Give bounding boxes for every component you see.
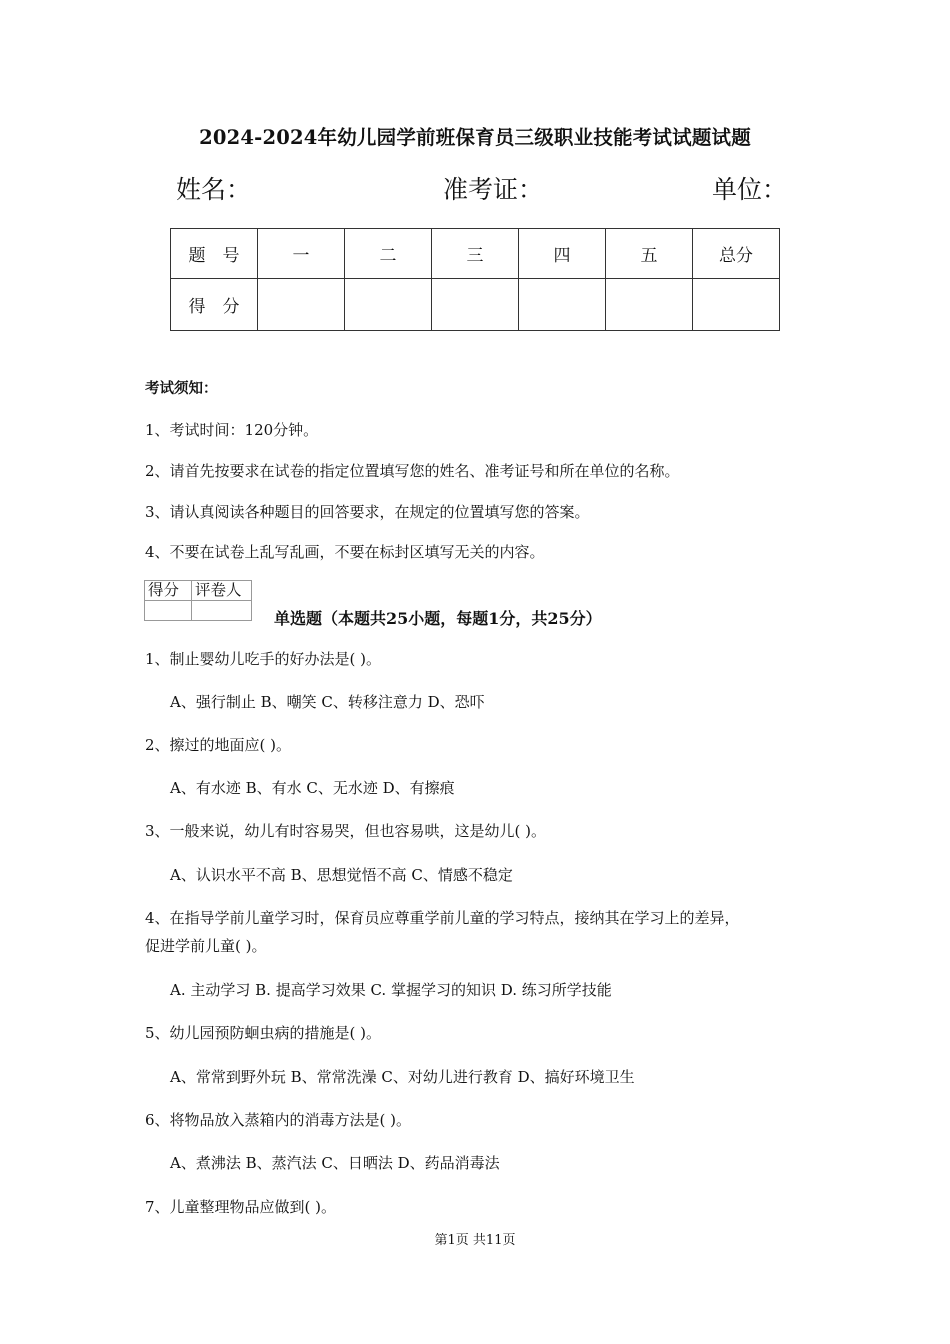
question-text-continued: 促进学前儿童( )。 bbox=[145, 937, 267, 955]
unit-label: 单位： bbox=[712, 175, 788, 204]
score-header-cell: 四 bbox=[519, 229, 606, 279]
score-header-cell: 一 bbox=[258, 229, 345, 279]
score-cell bbox=[345, 279, 432, 331]
question-options: A、常常到野外玩 B、常常洗澡 C、对幼儿进行教育 D、搞好环境卫生 bbox=[170, 1068, 635, 1086]
exam-title: 2024-2024年幼儿园学前班保育员三级职业技能考试试题试题 bbox=[199, 126, 751, 149]
name-label: 姓名： bbox=[176, 175, 252, 204]
score-cell bbox=[606, 279, 693, 331]
question-options: A、认识水平不高 B、思想觉悟不高 C、情感不稳定 bbox=[170, 866, 513, 884]
notice-heading: 考试须知： bbox=[145, 380, 218, 397]
question-options: A、煮沸法 B、蒸汽法 C、日晒法 D、药品消毒法 bbox=[170, 1154, 500, 1172]
grader-reviewer-label: 评卷人 bbox=[192, 581, 252, 601]
question-options: A. 主动学习 B. 提高学习效果 C. 掌握学习的知识 D. 练习所学技能 bbox=[170, 981, 612, 999]
question-options: A、强行制止 B、嘲笑 C、转移注意力 D、恐吓 bbox=[170, 693, 485, 711]
score-cell bbox=[693, 279, 780, 331]
score-table-score-row bbox=[171, 279, 780, 331]
score-table bbox=[170, 228, 780, 331]
score-cell bbox=[258, 279, 345, 331]
notice-item: 1、考试时间：120分钟。 bbox=[145, 421, 319, 439]
score-header-cell: 三 bbox=[432, 229, 519, 279]
score-cell bbox=[432, 279, 519, 331]
score-header-cell: 二 bbox=[345, 229, 432, 279]
question-text: 2、擦过的地面应( )。 bbox=[145, 736, 292, 754]
grader-reviewer-cell bbox=[192, 601, 252, 621]
grader-box bbox=[144, 580, 252, 621]
grader-score-label: 得分 bbox=[145, 581, 192, 601]
score-header-cell: 题 号 bbox=[171, 229, 258, 279]
question-text: 6、将物品放入蒸箱内的消毒方法是( )。 bbox=[145, 1111, 412, 1129]
score-cell bbox=[519, 279, 606, 331]
ticket-number-label: 准考证： bbox=[443, 175, 544, 204]
question-text: 7、儿童整理物品应做到( )。 bbox=[145, 1198, 337, 1216]
notice-item: 3、请认真阅读各种题目的回答要求，在规定的位置填写您的答案。 bbox=[145, 503, 590, 521]
question-options: A、有水迹 B、有水 C、无水迹 D、有擦痕 bbox=[170, 779, 455, 797]
notice-item: 4、不要在试卷上乱写乱画，不要在标封区填写无关的内容。 bbox=[145, 543, 545, 561]
question-text: 5、幼儿园预防蛔虫病的措施是( )。 bbox=[145, 1024, 382, 1042]
page-footer: 第1页 共11页 bbox=[434, 1233, 516, 1248]
score-row-label: 得 分 bbox=[171, 279, 258, 331]
grader-score-cell bbox=[145, 601, 192, 621]
question-text: 1、制止婴幼儿吃手的好办法是( )。 bbox=[145, 650, 382, 668]
question-text: 4、在指导学前儿童学习时，保育员应尊重学前儿童的学习特点，接纳其在学习上的差异， bbox=[145, 909, 740, 927]
notice-item: 2、请首先按要求在试卷的指定位置填写您的姓名、准考证号和所在单位的名称。 bbox=[145, 462, 680, 480]
score-header-cell: 五 bbox=[606, 229, 693, 279]
score-header-cell: 总分 bbox=[693, 229, 780, 279]
question-text: 3、一般来说，幼儿有时容易哭，但也容易哄，这是幼儿( )。 bbox=[145, 822, 547, 840]
section-title: 单选题（本题共25小题，每题1分，共25分） bbox=[274, 609, 602, 628]
score-table-header-row bbox=[171, 229, 780, 279]
